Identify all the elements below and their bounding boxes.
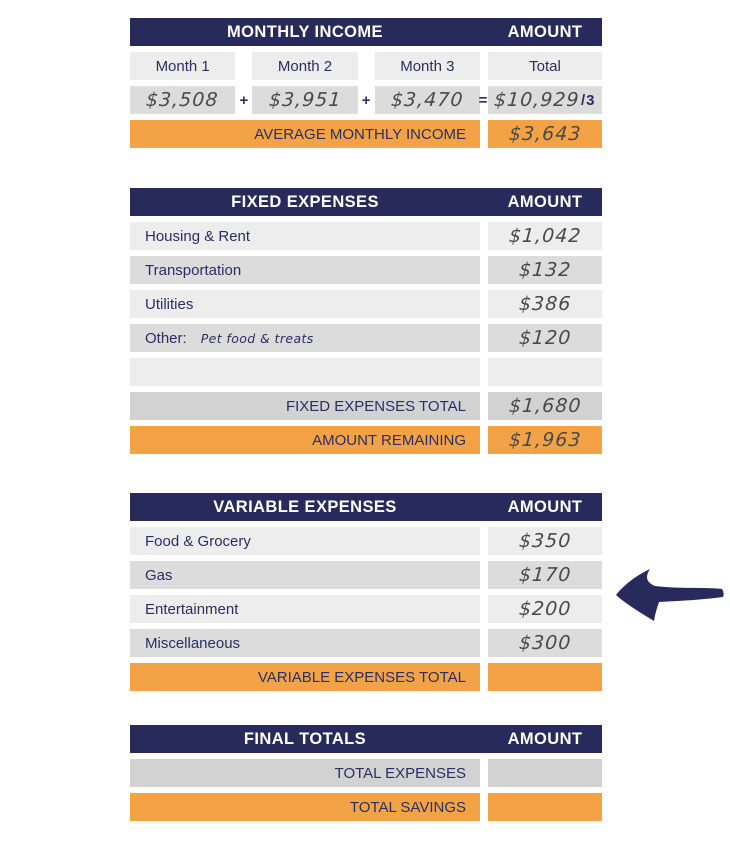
income-total-value: $10,929 <box>493 89 581 111</box>
table-row <box>130 527 602 555</box>
fixed-expenses-title-text: FIXED EXPENSES <box>231 192 379 211</box>
fixed-total-value: $1,680 <box>507 395 583 417</box>
empty-value-cell[interactable] <box>488 358 602 386</box>
fixed-expenses-title <box>130 188 480 216</box>
expense-value-housing: $1,042 <box>507 225 583 247</box>
expense-label-utilities: Utilities <box>130 290 480 318</box>
other-note[interactable]: Pet food & treats <box>200 330 314 346</box>
expense-label-entertainment: Entertainment <box>130 595 480 623</box>
budget-worksheet <box>130 18 602 821</box>
final-totals-title <box>130 725 480 753</box>
amount-header-text: AMOUNT <box>507 22 583 41</box>
expense-value-transportation: $132 <box>518 259 572 281</box>
amount-header-text: AMOUNT <box>507 729 583 748</box>
variable-expenses-title-text: VARIABLE EXPENSES <box>213 497 397 516</box>
expense-label-gas: Gas <box>130 561 480 589</box>
fixed-total-cell[interactable] <box>488 392 602 420</box>
table-row <box>130 561 602 589</box>
section-variable-expenses <box>130 493 602 691</box>
table-row <box>130 290 602 318</box>
empty-label-cell[interactable] <box>130 358 480 386</box>
month-1-value: $3,508 <box>145 89 220 111</box>
expense-label-transportation: Transportation <box>130 256 480 284</box>
expense-value-cell[interactable] <box>488 256 602 284</box>
month-3-label: Month 3 <box>375 52 480 80</box>
expense-value-cell[interactable] <box>488 629 602 657</box>
variable-expenses-amount-header <box>488 493 602 521</box>
expense-value-cell[interactable] <box>488 222 602 250</box>
spacer <box>235 52 252 80</box>
month-2-label: Month 2 <box>252 52 357 80</box>
month-2-value-cell[interactable] <box>252 86 357 114</box>
total-savings-cell[interactable] <box>488 793 602 821</box>
monthly-income-title-text: MONTHLY INCOME <box>227 22 383 41</box>
left-arrow-icon <box>608 558 728 628</box>
total-expenses-row <box>130 759 602 787</box>
plus-sign: + <box>239 91 249 109</box>
table-row <box>130 324 602 352</box>
amount-header-text: AMOUNT <box>507 497 583 516</box>
fixed-total-row <box>130 392 602 420</box>
fixed-expenses-header <box>130 188 602 216</box>
monthly-income-header <box>130 18 602 46</box>
expense-value-entertainment: $200 <box>518 598 572 620</box>
fixed-total-label: FIXED EXPENSES TOTAL <box>130 392 480 420</box>
expense-label-other <box>130 324 480 352</box>
variable-expenses-header <box>130 493 602 521</box>
other-label: Other: <box>145 329 187 347</box>
spacer <box>358 52 375 80</box>
income-divisor: /3 <box>581 91 596 109</box>
expense-value-utilities: $386 <box>518 293 572 315</box>
section-final-totals <box>130 725 602 821</box>
monthly-income-amount-header <box>488 18 602 46</box>
amount-remaining-row <box>130 426 602 454</box>
variable-expenses-title <box>130 493 480 521</box>
month-labels-row <box>130 52 602 80</box>
spacer <box>480 52 488 80</box>
expense-value-cell[interactable] <box>488 561 602 589</box>
average-income-value: $3,643 <box>507 123 583 145</box>
expense-label-housing: Housing & Rent <box>130 222 480 250</box>
total-label: Total <box>488 52 602 80</box>
equals-sign-text: = <box>478 91 488 109</box>
expense-value-cell[interactable] <box>488 595 602 623</box>
final-totals-header <box>130 725 602 753</box>
month-3-value: $3,470 <box>390 89 465 111</box>
section-monthly-income <box>130 18 602 148</box>
expense-value-cell[interactable] <box>488 527 602 555</box>
annotation-arrow <box>608 558 728 628</box>
table-row <box>130 256 602 284</box>
expense-value-cell[interactable] <box>488 324 602 352</box>
amount-header-text: AMOUNT <box>507 192 583 211</box>
average-income-cell[interactable] <box>488 120 602 148</box>
expense-value-cell[interactable] <box>488 290 602 318</box>
average-income-label: AVERAGE MONTHLY INCOME <box>130 120 480 148</box>
amount-remaining-cell[interactable] <box>488 426 602 454</box>
equals-sign <box>480 86 488 114</box>
monthly-income-title <box>130 18 480 46</box>
final-totals-amount-header <box>488 725 602 753</box>
expense-value-gas: $170 <box>518 564 572 586</box>
expense-label-miscellaneous: Miscellaneous <box>130 629 480 657</box>
table-row <box>130 222 602 250</box>
total-savings-label: TOTAL SAVINGS <box>130 793 480 821</box>
month-values-row <box>130 86 602 114</box>
variable-total-row <box>130 663 602 691</box>
section-fixed-expenses <box>130 188 602 454</box>
expense-value-other: $120 <box>518 327 572 349</box>
average-income-row <box>130 120 602 148</box>
table-row <box>130 629 602 657</box>
month-3-value-cell[interactable] <box>375 86 480 114</box>
expense-value-miscellaneous: $300 <box>518 632 572 654</box>
plus-sign: + <box>361 91 371 109</box>
total-expenses-label: TOTAL EXPENSES <box>130 759 480 787</box>
month-1-value-cell[interactable] <box>130 86 235 114</box>
variable-total-label: VARIABLE EXPENSES TOTAL <box>130 663 480 691</box>
table-row <box>130 595 602 623</box>
total-expenses-cell[interactable] <box>488 759 602 787</box>
amount-remaining-label: AMOUNT REMAINING <box>130 426 480 454</box>
amount-remaining-value: $1,963 <box>507 429 583 451</box>
variable-total-cell[interactable] <box>488 663 602 691</box>
total-savings-row <box>130 793 602 821</box>
final-totals-title-text: FINAL TOTALS <box>243 729 367 748</box>
fixed-expenses-amount-header <box>488 188 602 216</box>
table-row-empty <box>130 358 602 386</box>
expense-value-food: $350 <box>518 530 572 552</box>
month-1-label: Month 1 <box>130 52 235 80</box>
month-2-value: $3,951 <box>267 89 343 111</box>
income-total-cell[interactable] <box>488 86 602 114</box>
expense-label-food: Food & Grocery <box>130 527 480 555</box>
